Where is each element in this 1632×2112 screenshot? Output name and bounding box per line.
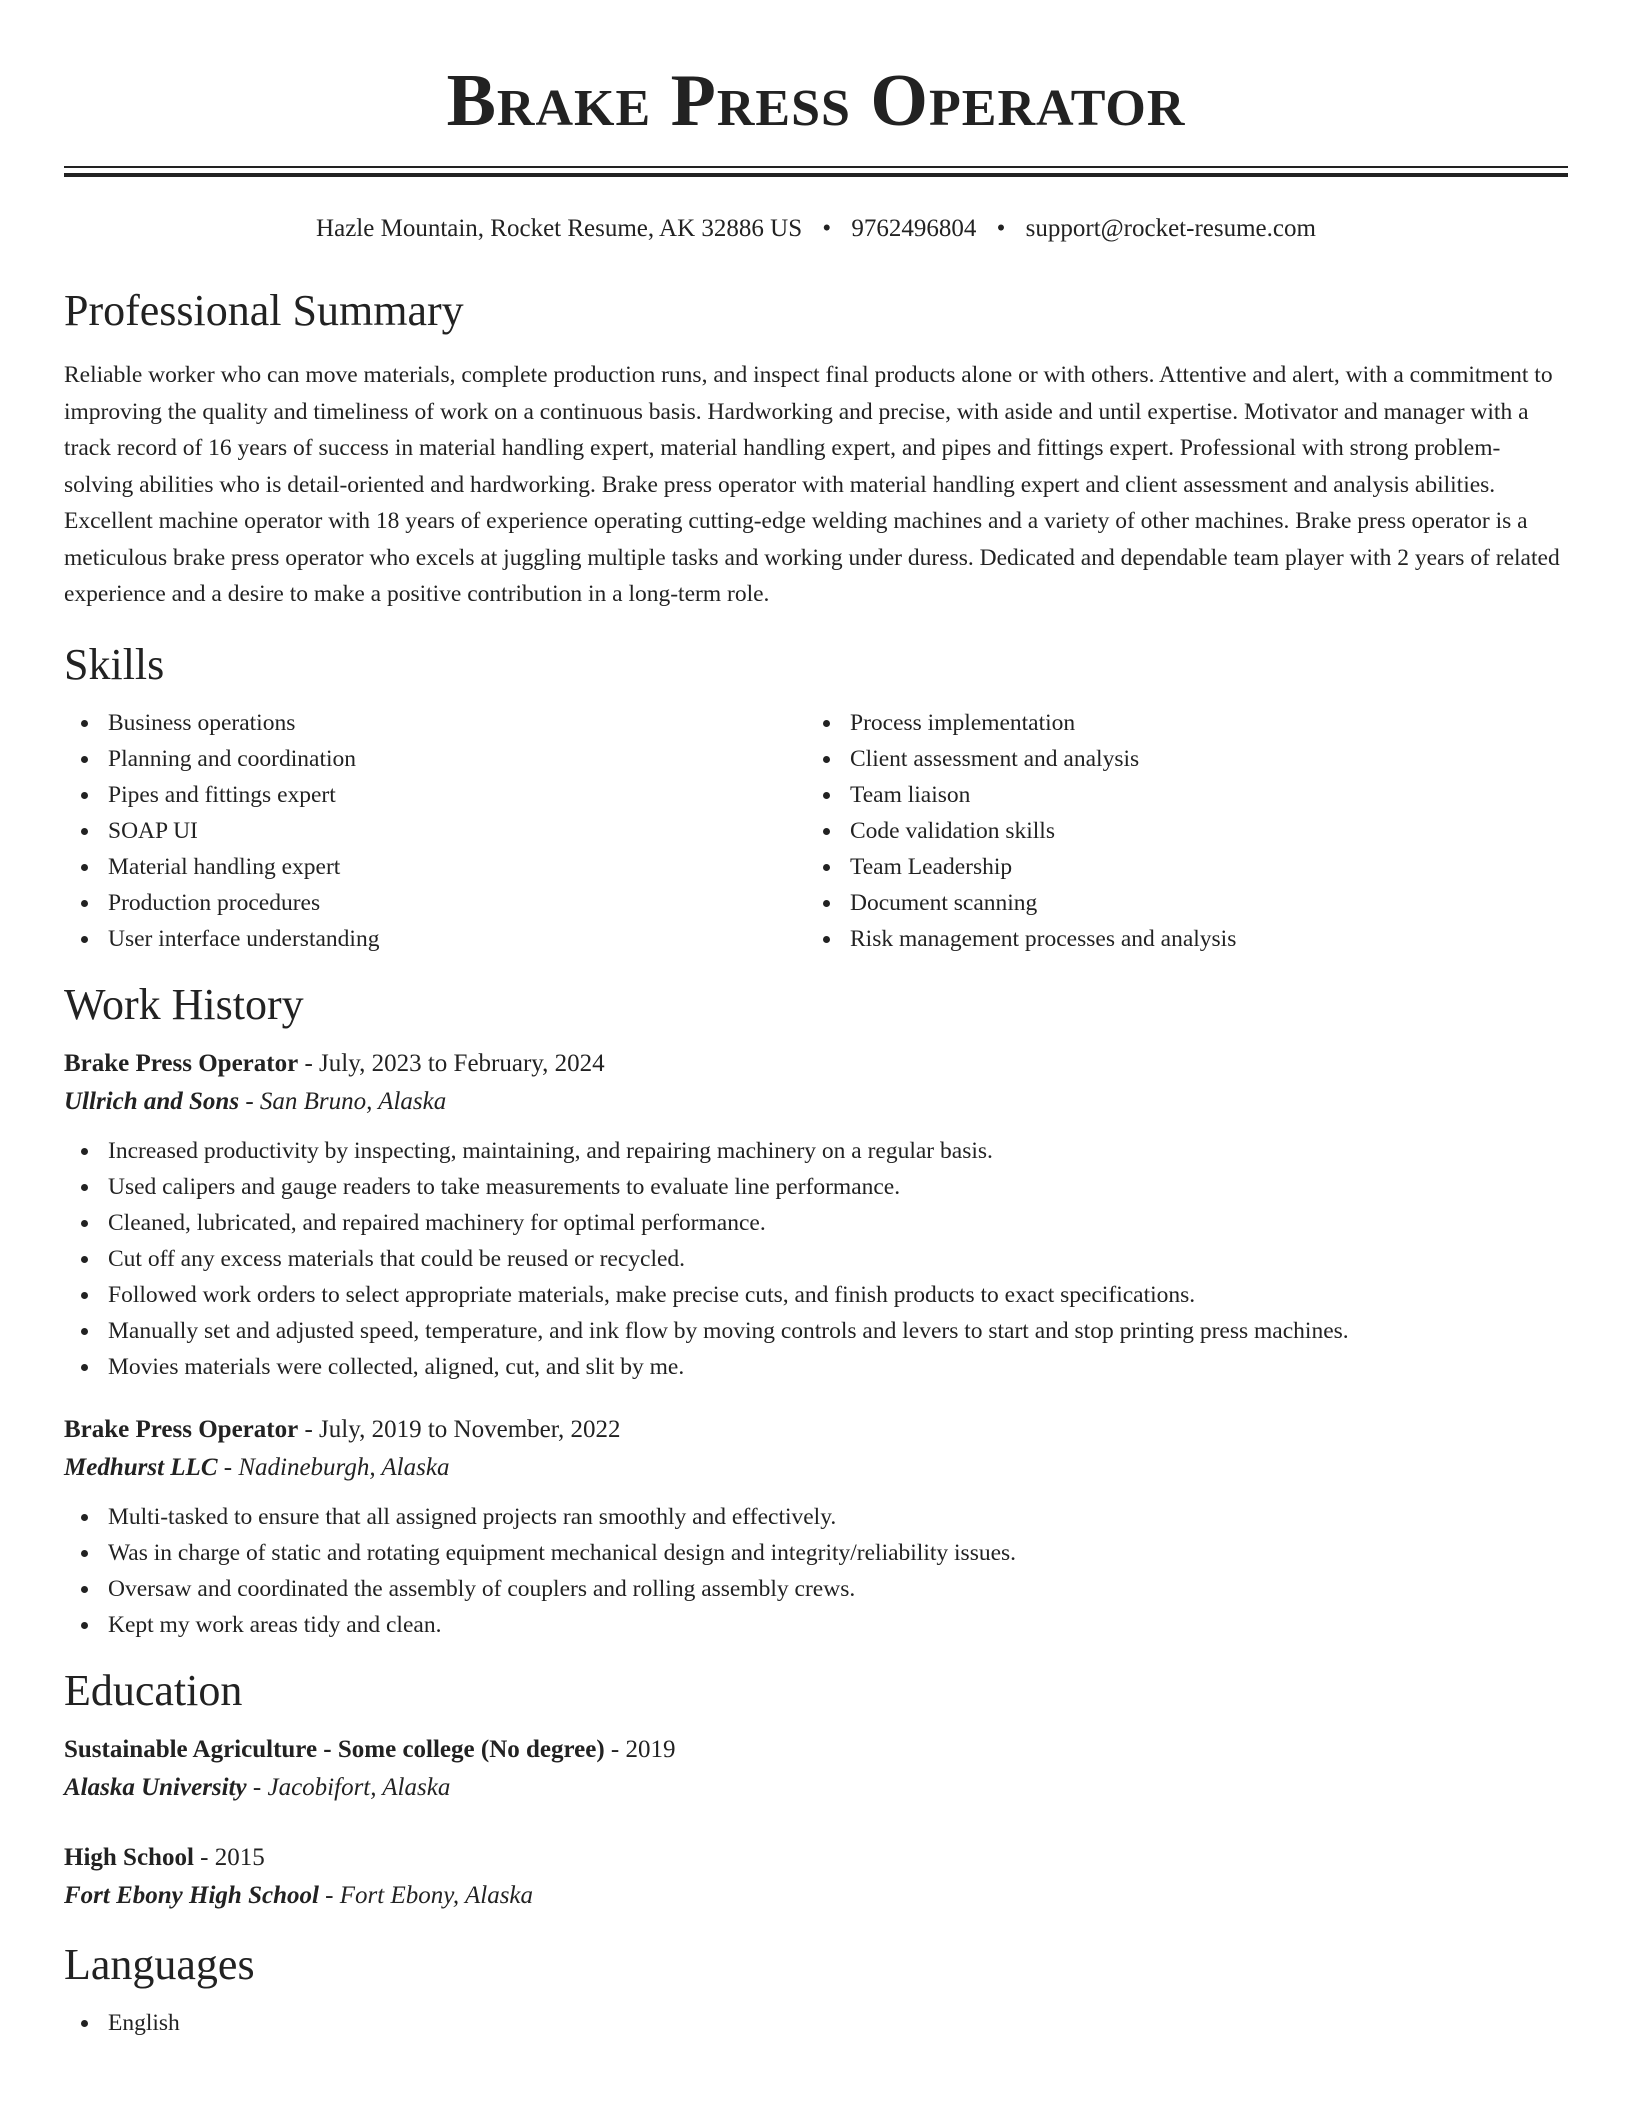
education-entry: [64, 1839, 1568, 1915]
job-bullets: [64, 1133, 1568, 1385]
job-bullet: Movies materials were collected, aligned, cut, and slit by me.: [64, 1349, 1568, 1385]
education-entry: [64, 1731, 1568, 1807]
skills-list-left: [64, 705, 806, 957]
job-bullets: [64, 1499, 1568, 1643]
job-location: - San Bruno, Alaska: [239, 1087, 447, 1115]
job-bullet: Cut off any excess materials that could be reused or recycled.: [64, 1241, 1568, 1277]
contact-phone: 9762496804: [851, 215, 977, 242]
skills-column-right: [806, 705, 1548, 957]
summary-heading: Professional Summary: [64, 286, 464, 335]
job-bullet: Manually set and adjusted speed, temperature, and ink flow by moving controls and levers to start and stop printing press machines.: [64, 1313, 1568, 1349]
education-degree-line: [64, 1731, 1568, 1769]
job-bullet: Kept my work areas tidy and clean.: [64, 1607, 1568, 1643]
job-company-line: [64, 1449, 1568, 1487]
job-title-line: [64, 1045, 1568, 1083]
education-school-line: [64, 1877, 1568, 1915]
work-history-heading: Work History: [64, 979, 304, 1029]
job-location: - Nadineburgh, Alaska: [217, 1453, 450, 1481]
language-item: English: [64, 2005, 1568, 2041]
skill-item: Team Leadership: [806, 849, 1548, 885]
resume-title: Brake Press Operator: [446, 60, 1186, 142]
job-title: Brake Press Operator: [64, 1415, 299, 1443]
job-entry: [64, 1411, 1568, 1643]
education-degree: High School: [64, 1843, 194, 1871]
header-rule-thick: [64, 173, 1568, 177]
job-dates: - July, 2019 to November, 2022: [298, 1415, 621, 1443]
skills-column-left: [64, 705, 806, 957]
job-bullet: Increased productivity by inspecting, maintaining, and repairing machinery on a regular basis.: [64, 1133, 1568, 1169]
contact-separator: •: [822, 215, 832, 242]
education-location: - Fort Ebony, Alaska: [318, 1881, 534, 1909]
skill-item: Planning and coordination: [64, 741, 806, 777]
education-year: - 2015: [193, 1843, 265, 1871]
job-title-line: [64, 1411, 1568, 1449]
education-school: Fort Ebony High School: [64, 1881, 319, 1909]
languages-list: [64, 2005, 1568, 2041]
summary-text: Reliable worker who can move materials, complete production runs, and inspect final products alone or with others. Attentive and alert, with a commitment to improving the quality and timeliness of work on a continuous basis. Hardworking and precise, with aside and until expertise. Motivator and manager with a track record of 16 years of success in material handling expert, material handling expert, and pipes and fittings expert. Professional with strong problem-solving abilities who is detail-oriented and hardworking. Brake press operator with material handling expert and client assessment and analysis abilities. Excellent machine operator with 18 years of experience operating cutting-edge welding machines and a variety of other machines. Brake press operator is a meticulous brake press operator who excels at juggling multiple tasks and working under duress. Dedicated and dependable team player with 2 years of related experience and a desire to make a positive contribution in a long-term role.: [64, 362, 1560, 607]
skill-item: Production procedures: [64, 885, 806, 921]
skill-item: User interface understanding: [64, 921, 806, 957]
education-school-line: [64, 1769, 1568, 1807]
contact-email: support@rocket-resume.com: [1025, 215, 1316, 242]
skill-item: Business operations: [64, 705, 806, 741]
education-list: [64, 1731, 1568, 1915]
contact-address: Hazle Mountain, Rocket Resume, AK 32886 US: [316, 215, 803, 242]
header-rule-thin: [64, 166, 1568, 168]
job-bullet: Cleaned, lubricated, and repaired machinery for optimal performance.: [64, 1205, 1568, 1241]
contact-separator: •: [996, 215, 1006, 242]
work-history-list: [64, 1045, 1568, 1643]
education-location: - Jacobifort, Alaska: [246, 1773, 451, 1801]
skills-list-right: [806, 705, 1548, 957]
job-bullet: Used calipers and gauge readers to take measurements to evaluate line performance.: [64, 1169, 1568, 1205]
education-year: - 2019: [604, 1735, 676, 1763]
job-company-line: [64, 1083, 1568, 1121]
skill-item: SOAP UI: [64, 813, 806, 849]
job-bullet: Oversaw and coordinated the assembly of couplers and rolling assembly crews.: [64, 1571, 1568, 1607]
education-degree-line: [64, 1839, 1568, 1877]
contact-line: [64, 213, 1568, 245]
job-entry: [64, 1045, 1568, 1385]
languages-heading: Languages: [64, 1939, 255, 1989]
skill-item: Process implementation: [806, 705, 1548, 741]
job-bullet: Multi-tasked to ensure that all assigned projects ran smoothly and effectively.: [64, 1499, 1568, 1535]
skill-item: Pipes and fittings expert: [64, 777, 806, 813]
job-company: Medhurst LLC: [64, 1453, 218, 1481]
job-bullet: Followed work orders to select appropriate materials, make precise cuts, and finish products to exact specifications.: [64, 1277, 1568, 1313]
skill-item: Team liaison: [806, 777, 1548, 813]
job-company: Ullrich and Sons: [64, 1087, 240, 1115]
job-dates: - July, 2023 to February, 2024: [298, 1049, 605, 1077]
skills-heading: Skills: [64, 639, 165, 689]
skill-item: Risk management processes and analysis: [806, 921, 1548, 957]
skill-item: Document scanning: [806, 885, 1548, 921]
skill-item: Client assessment and analysis: [806, 741, 1548, 777]
education-heading: Education: [64, 1665, 243, 1715]
skill-item: Material handling expert: [64, 849, 806, 885]
job-bullet: Was in charge of static and rotating equipment mechanical design and integrity/reliability issues.: [64, 1535, 1568, 1571]
skills-grid: [64, 705, 1568, 957]
job-title: Brake Press Operator: [64, 1049, 299, 1077]
skill-item: Code validation skills: [806, 813, 1548, 849]
education-degree: Sustainable Agriculture - Some college (No degree): [64, 1735, 605, 1763]
education-school: Alaska University: [64, 1773, 247, 1801]
